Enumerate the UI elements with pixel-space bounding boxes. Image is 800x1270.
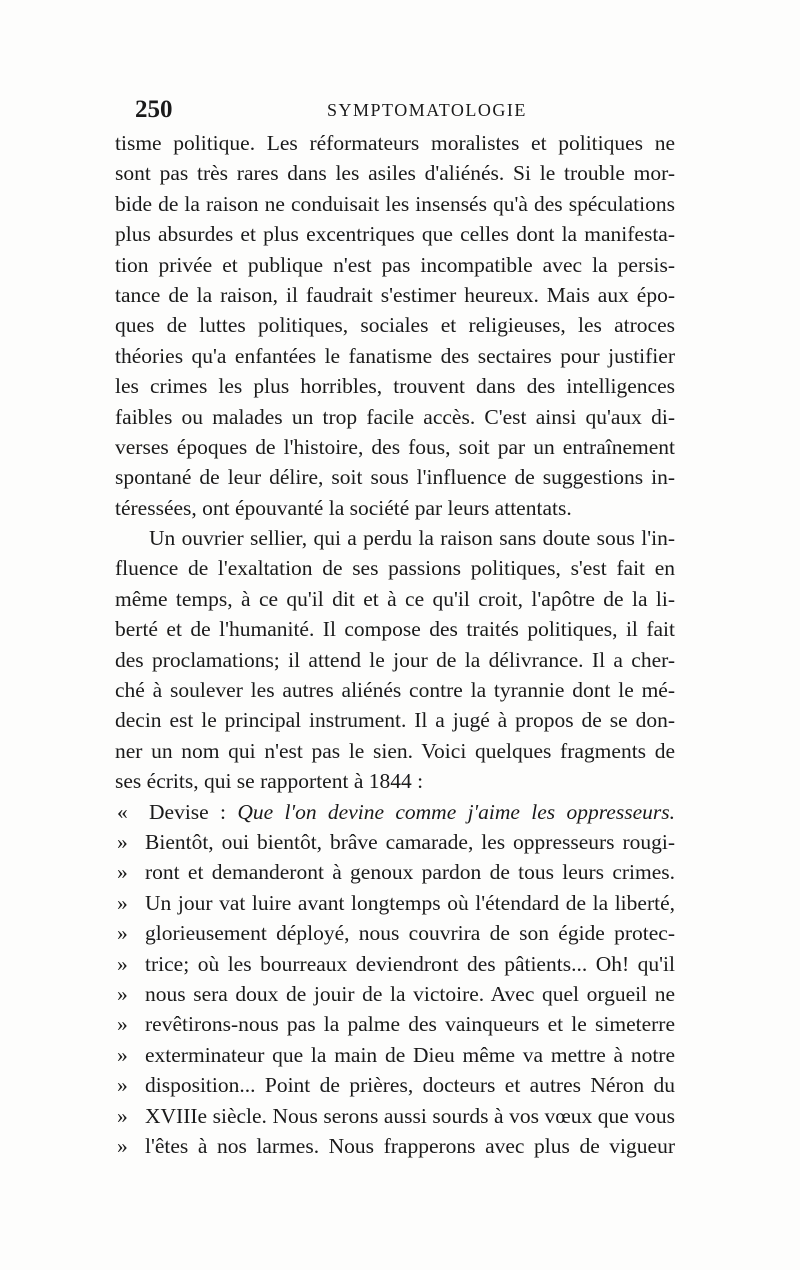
text-line: des proclamations; il attend le jour de la délivrance. Il a cher- xyxy=(115,647,675,672)
quote-line xyxy=(115,979,675,1009)
text-line: ner un nom qui n'est pas le sien. Voici quelques fragments de xyxy=(115,738,675,763)
text-line: bide de la raison ne conduisait les insensés qu'à des spéculations xyxy=(115,191,675,216)
page-header xyxy=(135,96,675,126)
text-line: les crimes les plus horribles, trouvent dans des intelligences xyxy=(115,374,675,399)
quote-mark: » xyxy=(117,1073,128,1098)
quote-line-text: glorieusement déployé, nous couvrira de son égide protec- xyxy=(145,921,675,946)
quote-line xyxy=(115,827,675,857)
body-text xyxy=(115,128,675,1161)
motto-text: Que l'on devine comme j'aime les oppresseurs. xyxy=(237,799,675,824)
quote-mark: » xyxy=(117,890,128,915)
quote-line-text: Bientôt, oui bientôt, brâve camarade, les oppresseurs rougi- xyxy=(145,829,675,854)
quote-line-text: Un jour vat luire avant longtemps où l'étendard de la liberté, xyxy=(145,890,675,915)
text-line: Un ouvrier sellier, qui a perdu la raison sans doute sous l'in- xyxy=(149,526,675,551)
text-line: sont pas très rares dans les asiles d'aliénés. Si le trouble mor- xyxy=(115,161,675,186)
text-line: théories qu'a enfantées le fanatisme des sectaires pour justifier xyxy=(115,343,675,368)
quote-line xyxy=(115,888,675,918)
text-line: tance de la raison, il faudrait s'estimer heureux. Mais aux épo- xyxy=(115,282,675,307)
quote-line-text: ront et demanderont à genoux pardon de tous leurs crimes. xyxy=(145,860,675,885)
text-line: ses écrits, qui se rapportent à 1844 : xyxy=(115,769,424,794)
text-line: verses époques de l'histoire, des fous, soit par un entraînement xyxy=(115,434,675,459)
quoted-writings xyxy=(115,797,675,1162)
open-quote-mark: « xyxy=(117,799,128,824)
quote-mark: » xyxy=(117,829,128,854)
quote-line-text: XVIIIe siècle. Nous serons aussi sourds à vos vœux que vous xyxy=(145,1103,675,1128)
quote-mark: » xyxy=(117,951,128,976)
quote-mark: » xyxy=(117,1133,128,1158)
quote-mark: » xyxy=(117,1012,128,1037)
quote-mark: » xyxy=(117,1042,128,1067)
paragraph-2 xyxy=(115,523,675,797)
quote-line xyxy=(115,1040,675,1070)
quote-mark: » xyxy=(117,860,128,885)
text-line: ché à soulever les autres aliénés contre la tyrannie dont le mé- xyxy=(115,678,675,703)
quote-motto-line xyxy=(115,797,675,827)
quote-mark: » xyxy=(117,1103,128,1128)
quote-mark: » xyxy=(117,981,128,1006)
quote-line-text: nous sera doux de jouir de la victoire. Avec quel orgueil ne xyxy=(145,981,675,1006)
text-line: spontané de leur délire, soit sous l'influence de suggestions in- xyxy=(115,465,675,490)
text-line: faibles ou malades un trop facile accès. C'est ainsi qu'aux di- xyxy=(115,404,675,429)
paragraph-1 xyxy=(115,128,675,523)
quote-line xyxy=(115,1009,675,1039)
text-line: téressées, ont épouvanté la société par leurs attentats. xyxy=(115,495,572,520)
text-line: même temps, à ce qu'il dit et à ce qu'il croit, l'apôtre de la li- xyxy=(115,586,675,611)
text-line: fluence de l'exaltation de ses passions politiques, s'est fait en xyxy=(115,556,675,581)
text-line: decin est le principal instrument. Il a jugé à propos de se don- xyxy=(115,708,675,733)
motto-label: Devise : xyxy=(149,799,227,824)
quote-line-text: l'êtes à nos larmes. Nous frapperons avec plus de vigueur xyxy=(145,1133,675,1158)
text-line: ques de luttes politiques, sociales et religieuses, les atroces xyxy=(115,313,675,338)
quote-line-text: disposition... Point de prières, docteurs et autres Néron du xyxy=(145,1073,675,1098)
quote-line-text: revêtirons-nous pas la palme des vainqueurs et le simeterre xyxy=(145,1012,675,1037)
text-line: tion privée et publique n'est pas incompatible avec la persis- xyxy=(115,252,675,277)
quote-line xyxy=(115,857,675,887)
page-number: 250 xyxy=(135,96,173,123)
quote-line xyxy=(115,1131,675,1161)
quote-line-text: exterminateur que la main de Dieu même va mettre à notre xyxy=(145,1042,675,1067)
quote-line xyxy=(115,918,675,948)
text-line: tisme politique. Les réformateurs moralistes et politiques ne xyxy=(115,131,675,155)
running-head: SYMPTOMATOLOGIE xyxy=(327,100,527,120)
quote-mark: » xyxy=(117,921,128,946)
quote-line xyxy=(115,1070,675,1100)
text-line: berté et de l'humanité. Il compose des traités politiques, il fait xyxy=(115,617,675,642)
text-line: plus absurdes et plus excentriques que celles dont la manifesta- xyxy=(115,222,675,247)
quote-line xyxy=(115,1101,675,1131)
quote-line-text: trice; où les bourreaux deviendront des pâtients... Oh! qu'il xyxy=(145,951,675,976)
quote-line xyxy=(115,949,675,979)
